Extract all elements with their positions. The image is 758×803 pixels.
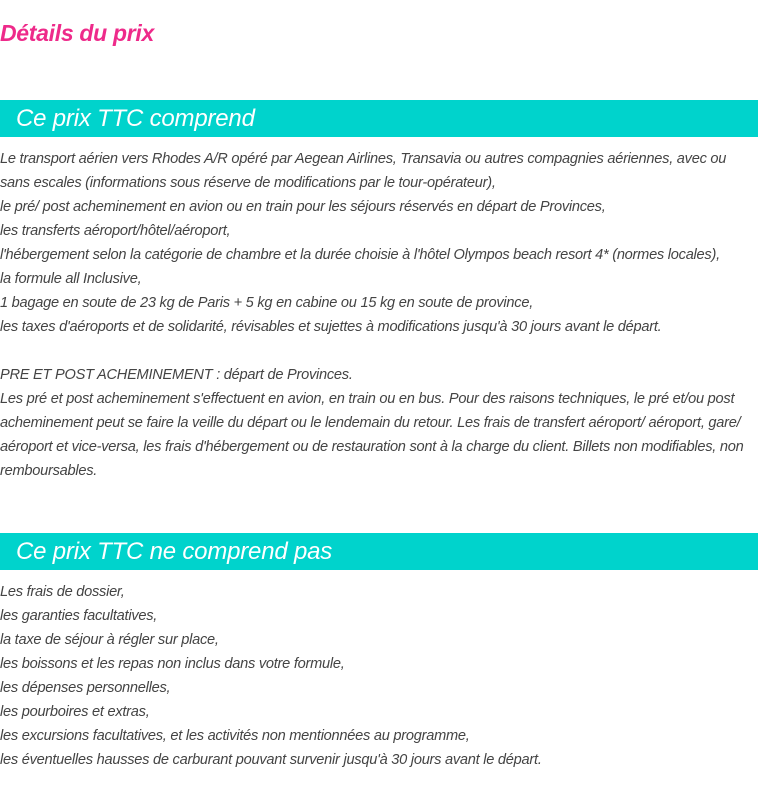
excluded-section-body xyxy=(0,580,758,772)
included-item: Le transport aérien vers Rhodes A/R opéré par Aegean Airlines, Transavia ou autres compagnies aériennes, avec ou sans escales (informations sous réserve de modifications par le tour-opérateur), xyxy=(0,151,727,191)
included-item: les taxes d'aéroports et de solidarité, révisables et sujettes à modifications jusqu'à 30 jours avant le départ. xyxy=(0,319,662,335)
included-item: le pré/ post acheminement en avion ou en train pour les séjours réservés en départ de Provinces, xyxy=(0,199,606,215)
excluded-section-header: Ce prix TTC ne comprend pas xyxy=(0,533,758,570)
included-item: la formule all Inclusive, xyxy=(0,271,142,287)
excluded-item: les dépenses personnelles, xyxy=(0,680,171,696)
acheminement-note-title: PRE ET POST ACHEMINEMENT : départ de Provinces. xyxy=(0,367,353,383)
excluded-item: les boissons et les repas non inclus dans votre formule, xyxy=(0,656,345,672)
paragraph-gap xyxy=(0,339,758,363)
page-title: Détails du prix xyxy=(0,20,154,46)
excluded-item: les excursions facultatives, et les activités non mentionnées au programme, xyxy=(0,728,470,744)
included-item: l'hébergement selon la catégorie de chambre et la durée choisie à l'hôtel Olympos beach resort 4* (normes locales), xyxy=(0,247,720,263)
included-item: les transferts aéroport/hôtel/aéroport, xyxy=(0,223,231,239)
excluded-item: les pourboires et extras, xyxy=(0,704,150,720)
excluded-item: la taxe de séjour à régler sur place, xyxy=(0,632,219,648)
excluded-item: les éventuelles hausses de carburant pouvant survenir jusqu'à 30 jours avant le départ. xyxy=(0,752,542,768)
acheminement-note-text: Les pré et post acheminement s'effectuent en avion, en train ou en bus. Pour des raisons techniques, le pré et/ou post acheminement peut se faire la veille du départ ou le lendemain du retour. Les frais de transfert aéroport/ aéroport, gare/ aéroport et vice-versa, les frais d'hébergement ou de restauration sont à la charge du client. Billets non modifiables, non remboursables. xyxy=(0,391,744,479)
excluded-item: Les frais de dossier, xyxy=(0,584,125,600)
excluded-item: les garanties facultatives, xyxy=(0,608,158,624)
included-section-header: Ce prix TTC comprend xyxy=(0,100,758,137)
included-section-body xyxy=(0,147,758,483)
included-item: 1 bagage en soute de 23 kg de Paris + 5 kg en cabine ou 15 kg en soute de province, xyxy=(0,295,534,311)
